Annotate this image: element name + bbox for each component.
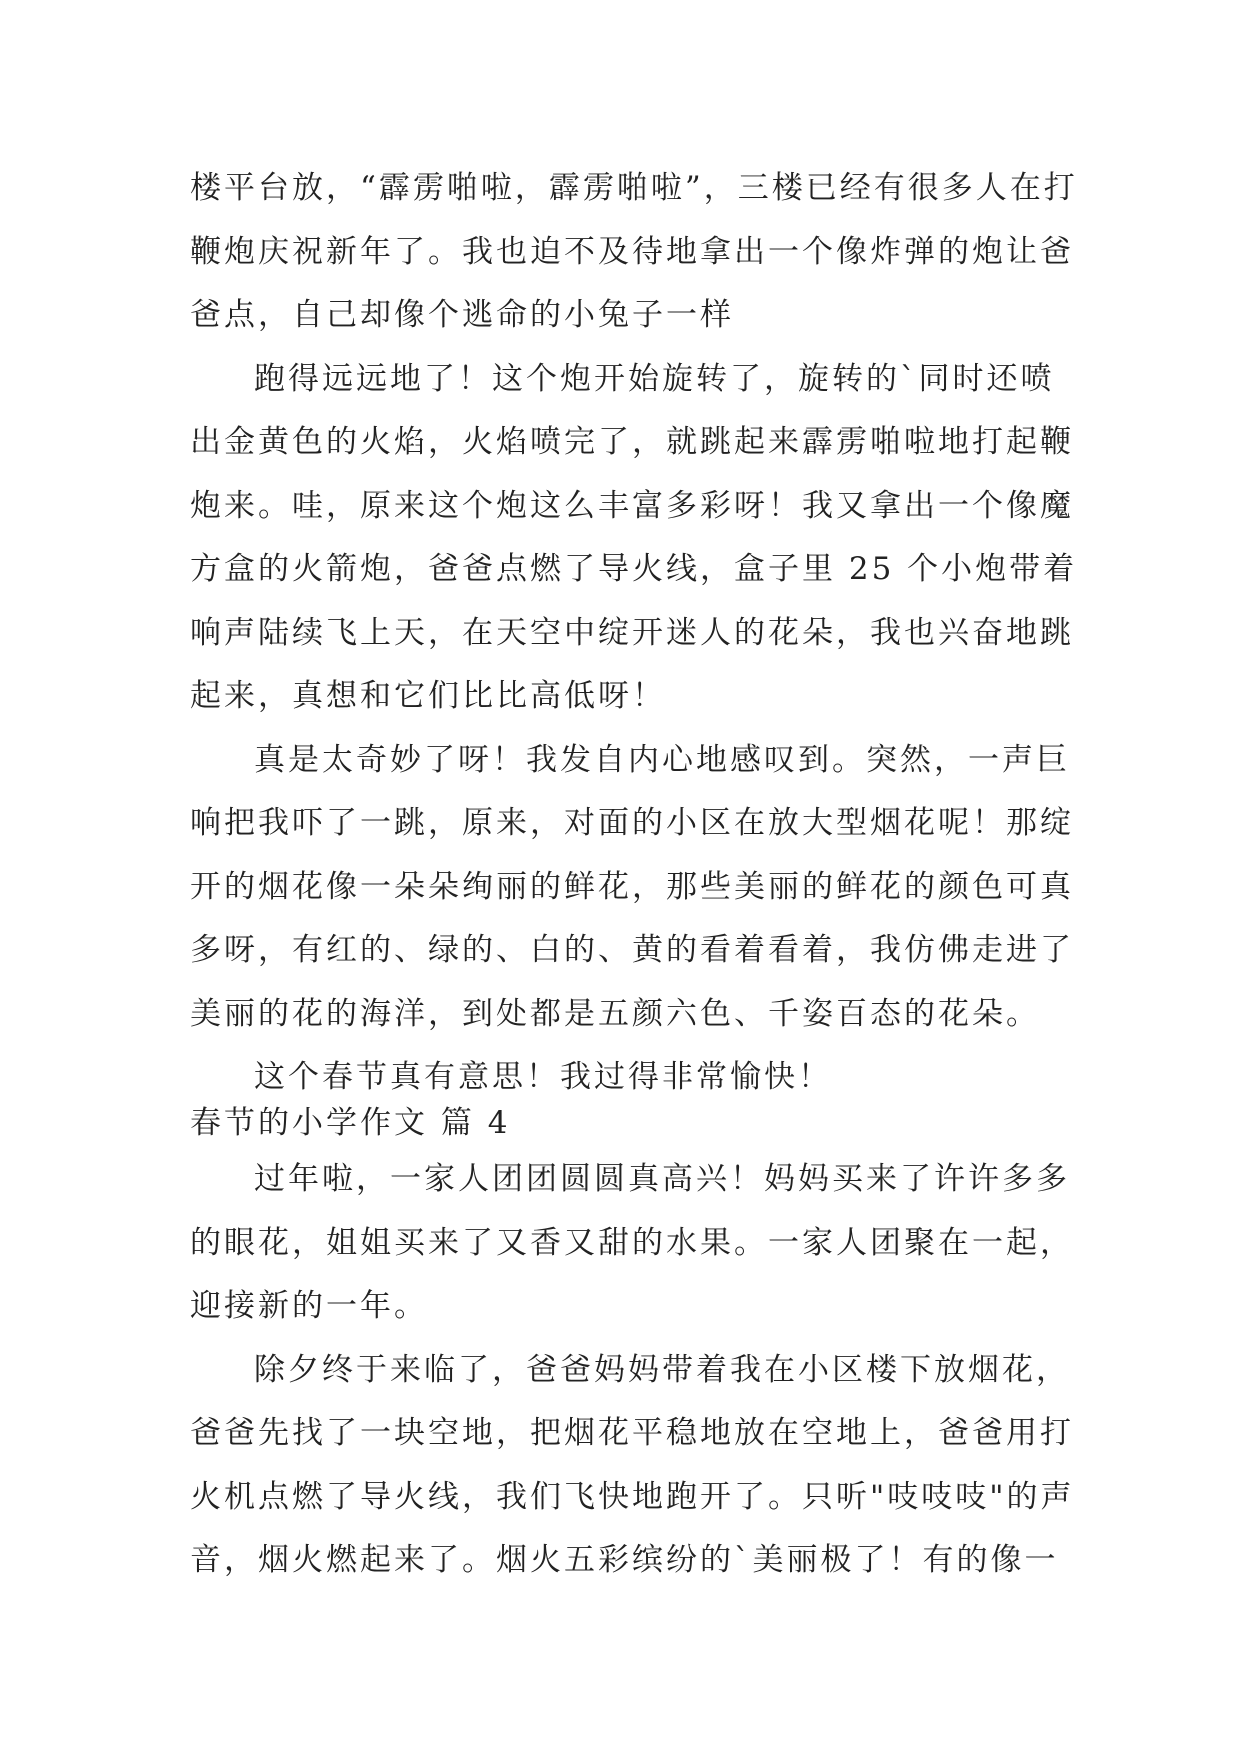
text-line: 方盒的火箭炮，爸爸点燃了导火线，盒子里 25 个小炮带着	[190, 551, 1078, 587]
section-heading: 春节的小学作文 篇 4	[190, 1105, 511, 1141]
text-line: 开的烟花像一朵朵绚丽的鲜花，那些美丽的鲜花的颜色可真	[190, 868, 1074, 905]
text-line: 音，烟火燃起来了。烟火五彩缤纷的`美丽极了！有的像一	[190, 1542, 1059, 1578]
essay-text-part-two	[190, 1148, 1075, 1593]
text-line: 起来，真想和它们比比高低呀！	[190, 678, 666, 714]
text-line: 真是太奇妙了呀！我发自内心地感叹到。突然，一声巨	[254, 741, 1070, 778]
text-line: 的眼花，姐姐买来了又香又甜的水果。一家人团聚在一起，	[190, 1224, 1074, 1261]
text-line: 这个春节真有意思！我过得非常愉快！	[254, 1059, 832, 1095]
text-line: 出金黄色的火焰，火焰喷完了，就跳起来霹雳啪啦地打起鞭	[190, 424, 1074, 460]
text-line: 火机点燃了导火线，我们飞快地跑开了。只听"吱吱吱"的声	[190, 1478, 1075, 1515]
text-line: 爸点，自己却像个逃命的小兔子一样	[190, 297, 734, 333]
text-line: 炮来。哇，原来这个炮这么丰富多彩呀！我又拿出一个像魔	[190, 487, 1074, 524]
text-line: 鞭炮庆祝新年了。我也迫不及待地拿出一个像炸弹的炮让爸	[190, 233, 1074, 270]
text-line: 多呀，有红的、绿的、白的、黄的看着看着，我仿佛走进了	[190, 932, 1074, 968]
essay-text-part-one	[190, 157, 1078, 1110]
text-line: 爸爸先找了一块空地，把烟花平稳地放在空地上，爸爸用打	[190, 1415, 1074, 1451]
text-line: 迎接新的一年。	[190, 1288, 428, 1324]
text-line: 响把我吓了一跳，原来，对面的小区在放大型烟花呢！那绽	[190, 805, 1074, 841]
text-line: 楼平台放，“霹雳啪啦，霹雳啪啦”，三楼已经有很多人在打	[190, 170, 1078, 206]
text-line: 过年啦，一家人团团圆圆真高兴！妈妈买来了许许多多	[254, 1161, 1070, 1197]
text-line: 美丽的花的海洋，到处都是五颜六色、千姿百态的花朵。	[190, 995, 1040, 1032]
text-line: 除夕终于来临了，爸爸妈妈带着我在小区楼下放烟花，	[254, 1351, 1070, 1388]
text-line: 跑得远远地了！这个炮开始旋转了，旋转的`同时还喷	[254, 360, 1055, 397]
text-line: 响声陆续飞上天，在天空中绽开迷人的花朵，我也兴奋地跳	[190, 614, 1074, 651]
